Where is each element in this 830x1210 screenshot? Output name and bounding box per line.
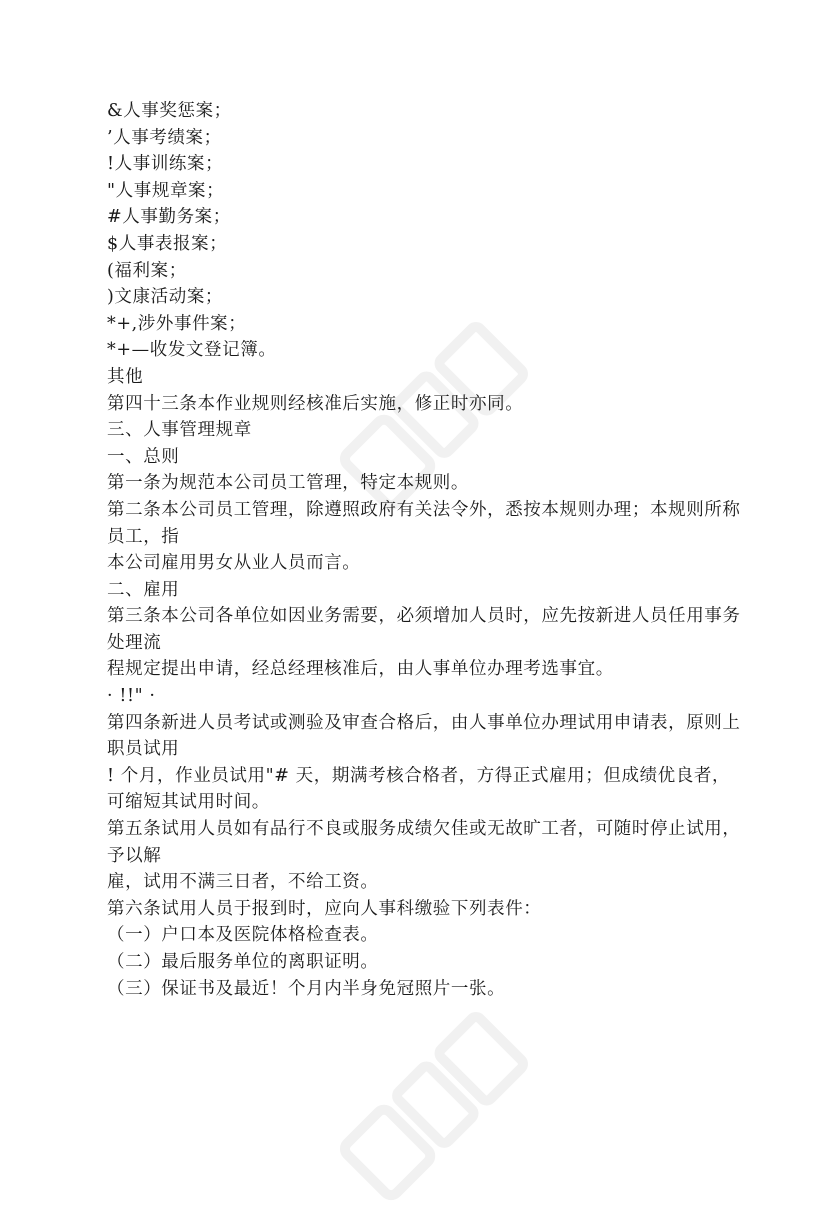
article-text: 雇，试用不满三日者，不给工资。 (107, 872, 379, 893)
article-text: 员工，指 (107, 526, 180, 547)
article-text: 程规定提出申请，经总经理核准后，由人事单位办理考选事宜。 (107, 659, 614, 680)
watermark-mark-lower (300, 1010, 560, 1210)
text-line: )文康活动案； (107, 287, 224, 308)
section-heading: 一、总则 (107, 446, 180, 467)
article-text: 第四十三条本作业规则经核准后实施，修正时亦同。 (107, 393, 524, 414)
section-heading: 三、人事管理规章 (107, 420, 252, 441)
article-text: 第二条本公司员工管理，除遵照政府有关法令外，悉按本规则办理；本规则所称 (107, 499, 741, 520)
article-text: 第四条新进人员考试或测验及审查合格后，由人事单位办理试用申请表，原则上 (107, 712, 741, 733)
list-item: （三）保证书及最近！个月内半身免冠照片一张。 (107, 978, 506, 999)
list-item: （二）最后服务单位的离职证明。 (107, 952, 379, 972)
text-line: ’人事考绩案； (107, 127, 222, 148)
text-line: "人事规章案； (107, 180, 225, 201)
article-text: 第六条试用人员于报到时，应向人事科缴验下列表件： (107, 898, 542, 919)
article-text: 予以解 (107, 845, 162, 866)
page-marker: · !!" · (107, 686, 156, 707)
article-text: 处理流 (107, 632, 162, 653)
text-line: *+,涉外事件案； (107, 313, 247, 334)
text-line: #人事勤务案； (107, 207, 231, 228)
article-text: 第三条本公司各单位如因业务需要，必须增加人员时，应先按新进人员任用事务 (107, 606, 741, 627)
article-text: 职员试用 (107, 739, 180, 760)
article-text: 本公司雇用男女从业人员而言。 (107, 553, 361, 574)
text-line: $人事表报案； (107, 233, 228, 254)
article-text: 第五条试用人员如有品行不良或服务成绩欠佳或无故旷工者，可随时停止试用， (107, 819, 741, 840)
document-body (107, 98, 787, 1002)
list-item: （一）户口本及医院体格检查表。 (107, 925, 379, 946)
article-text: 可缩短其试用时间。 (107, 792, 270, 813)
article-text: 第一条为规范本公司员工管理，特定本规则。 (107, 473, 469, 494)
section-heading: 二、雇用 (107, 579, 180, 600)
section-heading: 其他 (107, 366, 144, 387)
text-line: &人事奖惩案； (107, 101, 232, 121)
text-line: (福利案； (107, 260, 187, 281)
article-text: ! 个月，作业员试用"# 天，期满考核合格者，方得正式雇用；但成绩优良者， (107, 765, 731, 786)
text-line: *+—收发文登记簿。 (107, 340, 277, 361)
text-line: !人事训练案； (107, 154, 224, 175)
